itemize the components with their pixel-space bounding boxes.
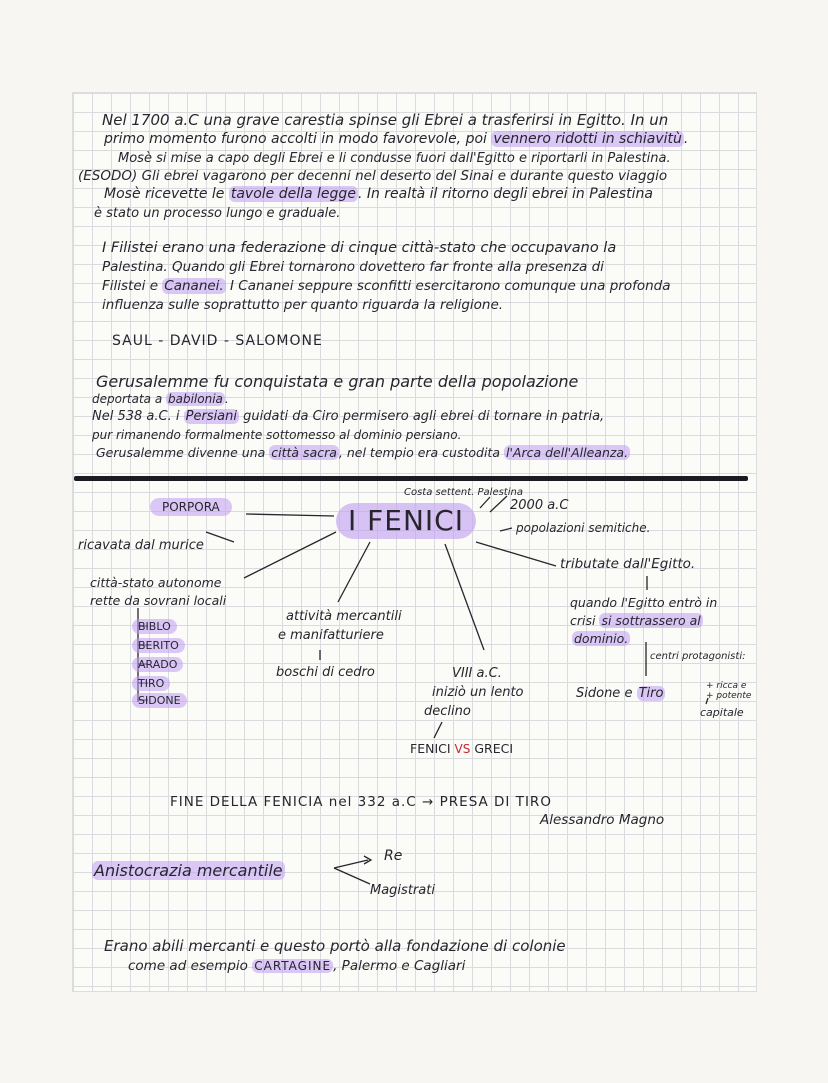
p1-line2 xyxy=(104,131,688,148)
p3-text: deportata a xyxy=(92,392,166,406)
fenici-label: FENICI xyxy=(410,741,451,756)
p1-text: . In realtà il ritorno degli ebrei in Palestina xyxy=(357,186,653,202)
highlight-citta-sacra: città sacra xyxy=(271,445,337,460)
city-badge: ARADO xyxy=(132,657,183,672)
egitto-line3 xyxy=(572,630,630,647)
tributo-note: tributate dall'Egitto. xyxy=(560,556,696,572)
p3-text: . xyxy=(224,392,229,406)
highlight-dominio: dominio. xyxy=(574,631,629,646)
egitto-text: crisi xyxy=(570,613,600,628)
fenici-vs-greci xyxy=(410,740,513,758)
p2-text: I Cananei seppure sconfitti esercitarono comunque una profonda xyxy=(225,278,671,294)
p1-text: primo momento furono accolti in modo favorevole, poi xyxy=(104,131,492,147)
highlight-tavole: tavole della legge xyxy=(230,186,356,202)
magistrati-note: Magistrati xyxy=(370,883,435,898)
colonie-text: come ad esempio xyxy=(128,958,253,974)
egitto-line1: quando l'Egitto entrò in xyxy=(570,595,718,610)
p1-line1 xyxy=(102,112,668,129)
presa-text: PRESA DI TIRO xyxy=(439,794,552,810)
attivita-line1: attività mercantili xyxy=(286,609,402,624)
greci-label: GRECI xyxy=(474,741,514,756)
p2-line3 xyxy=(102,278,671,295)
re-note: Re xyxy=(384,848,403,864)
p1-text: Nel 1700 a.C una grave carestia spinse gli Ebrei a trasferirsi in xyxy=(102,111,577,129)
highlight-sottrassero: si sottrassero al xyxy=(601,613,701,628)
colonie-line1: Erano abili mercanti e questo portò alla fondazione di colonie xyxy=(104,937,566,955)
porpora-badge: PORPORA xyxy=(150,498,232,516)
p3-line4: pur rimanendo formalmente sottomesso al dominio persiano. xyxy=(92,428,462,442)
highlight-babilonia: babilonia xyxy=(168,392,223,406)
declino-line3: declino xyxy=(424,704,471,719)
p1-text: Egitto xyxy=(576,111,622,129)
alessandro-note: Alessandro Magno xyxy=(540,812,665,828)
centri-note: centri protagonisti: xyxy=(650,651,746,662)
p3-text: , nel tempio era custodita xyxy=(338,445,504,460)
location-note: Costa settent. Palestina xyxy=(404,487,523,498)
highlight-aristocrazia: Anistocrazia mercantile xyxy=(94,861,283,880)
highlight-persiani: Persiani xyxy=(185,409,237,424)
date-note: 2000 a.C xyxy=(510,498,569,513)
declino-line1: VIII a.C. xyxy=(452,666,502,681)
highlight-arca: l'Arca dell'Alleanza. xyxy=(505,445,629,460)
p3-line1: Gerusalemme fu conquistata e gran parte della popolazione xyxy=(96,372,579,391)
colonie-text: , Palermo e Cagliari xyxy=(333,958,466,974)
p2-line4: influenza sulle soprattutto per quanto riguarda la religione. xyxy=(102,297,504,313)
p2-line2: Palestina. Quando gli Ebrei tornarono dovettero far fronte alla presenza di xyxy=(102,259,604,275)
city-badge: BIBLO xyxy=(132,619,177,634)
highlight-cartagine: CARTAGINE xyxy=(254,959,332,973)
vs-label: VS xyxy=(454,742,471,756)
p3-text: Nel 538 a.C. i xyxy=(92,409,184,424)
city-badge: TIRO xyxy=(132,676,170,691)
p1-line3: Mosè si mise a capo degli Ebrei e li condusse fuori dall'Egitto e riportarli in Palestina. xyxy=(118,151,671,166)
mindmap-title: I FENICI xyxy=(336,503,476,539)
sidone-tiro xyxy=(576,685,665,702)
attivita-line2: e manifatturiere xyxy=(278,628,384,643)
fine-text: FINE DELLA FENICIA nel 332 a.C xyxy=(170,794,417,810)
p1-text: Mosè ricevette le xyxy=(104,186,229,202)
citta-stato-line1: città-stato autonome xyxy=(90,575,222,590)
ricca-note: + ricca e xyxy=(706,681,747,691)
murice-note: ricavata dal murice xyxy=(78,538,204,553)
city-badge: BERITO xyxy=(132,638,185,653)
p2-line1: I Filistei erano una federazione di cinque città-stato che occupavano la xyxy=(102,240,617,256)
right-arrow-icon: → xyxy=(422,794,435,810)
p3-line2 xyxy=(92,391,229,408)
sidone-text: Sidone e xyxy=(576,686,637,701)
population-note: popolazioni semitiche. xyxy=(516,521,651,535)
egitto-line2 xyxy=(570,612,703,629)
p1-text: . xyxy=(683,131,689,147)
p2-text: Filistei e xyxy=(102,278,163,294)
p1-line4: (ESODO) Gli ebrei vagarono per decenni nel deserto del Sinai e durante questo viaggio xyxy=(78,168,668,184)
highlight-schiavitu: vennero ridotti in schiavitù xyxy=(493,131,682,147)
p1-text: . In un xyxy=(621,111,669,129)
colonie-line2 xyxy=(128,958,465,975)
p1-line5 xyxy=(104,186,653,203)
p3-text: Gerusalemme divenne una xyxy=(96,445,270,460)
bosco-note: boschi di cedro xyxy=(276,665,375,680)
highlight-cananei: Cananei. xyxy=(164,278,224,294)
citta-stato-line2: rette da sovrani locali xyxy=(90,593,227,608)
declino-line2: iniziò un lento xyxy=(432,685,524,700)
city-badge: SIDONE xyxy=(132,693,187,708)
kings-list: SAUL - DAVID - SALOMONE xyxy=(112,333,323,349)
fine-fenicia xyxy=(170,794,552,811)
p3-text: guidati da Ciro permisero agli ebrei di tornare in patria, xyxy=(239,409,605,424)
aristocrazia-label xyxy=(92,862,285,879)
potente-note: + potente xyxy=(706,691,752,701)
section-divider xyxy=(74,476,748,481)
p3-line3 xyxy=(92,408,604,425)
p3-line5 xyxy=(96,444,630,461)
p1-line6: è stato un processo lungo e graduale. xyxy=(94,206,341,221)
highlight-tiro: Tiro xyxy=(638,686,664,701)
capitale-note: capitale xyxy=(700,706,744,719)
